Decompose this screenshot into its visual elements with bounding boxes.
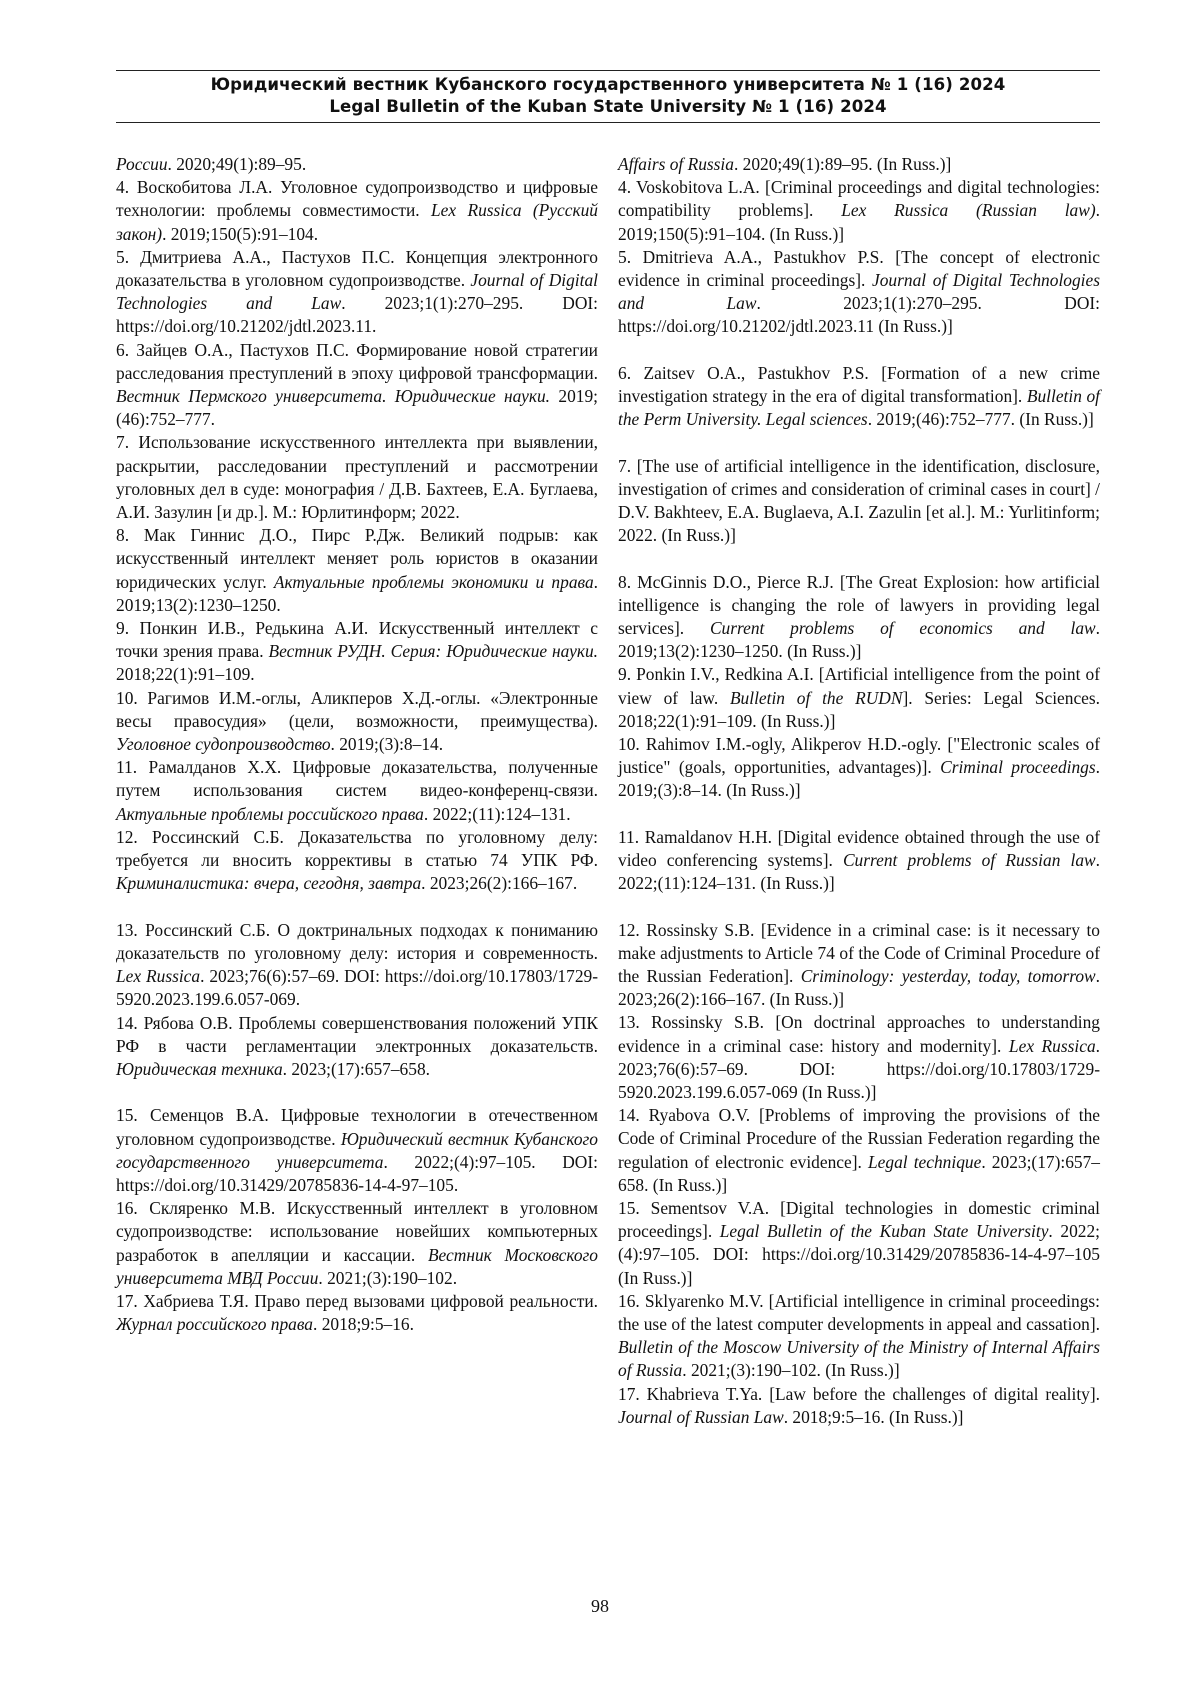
reference-ru-17: 17. Хабриева Т.Я. Право перед вызовами цифровой реальности. Журнал российского права. 2018;9:5–16. bbox=[116, 1290, 598, 1335]
reference-en-16: 16. Sklyarenko M.V. [Artificial intelligence in criminal proceedings: the use of the latest computer developments in appeal and cassation]. Bulletin of the Moscow University of the Ministry of Internal Affairs of Russia. 2021;(3):190–102. (In Russ.)] bbox=[618, 1290, 1100, 1381]
reference-en-10: 10. Rahimov I.M.-ogly, Alikperov H.D.-ogly. ["Electronic scales of justice" (goals, opportunities, advantages)]. Criminal proceedings. 2019;(3):8–14. (In Russ.)] bbox=[618, 734, 1100, 801]
reference-en-12: 12. Rossinsky S.B. [Evidence in a criminal case: is it necessary to make adjustments to Article 74 of the Code of Criminal Procedure of the Russian Federation]. Criminology: yesterday, today, tomorrow. 2023;26(2):166–167. (In Russ.)] bbox=[618, 919, 1101, 1010]
reference-en-14: 14. Ryabova O.V. [Problems of improving the provisions of the Code of Criminal Procedure of the Russian Federation regarding the regulation of electronic evidence]. Legal technique. 2023;(17):657–658. (In Russ.)] bbox=[618, 1105, 1100, 1195]
reference-en-4: 4. Voskobitova L.A. [Criminal proceedings and digital technologies: compatibility problems]. Lex Russica (Russian law). 2019;150(5):91–104. (In Russ.)] bbox=[618, 177, 1100, 244]
journal-title-ru: Юридический вестник Кубанского государственного университета № 1 (16) 2024 bbox=[210, 75, 1006, 94]
reference-ru-8: 8. Мак Гиннис Д.О., Пирс Р.Дж. Великий подрыв: как искусственный интеллект меняет роль юристов в оказании юридических услуг. Актуальные проблемы экономики и права. 2019;13(2):1230–1250. bbox=[116, 525, 598, 615]
journal-title-en: Legal Bulletin of the Kuban State University № 1 (16) 2024 bbox=[329, 97, 887, 116]
reference-en-7: 7. [The use of artificial intelligence in the identification, disclosure, investigation of crimes and consideration of criminal cases in court] / D.V. Bakhteev, E.A. Buglaeva, A.I. Zazulin [et al.]. M.: Yurlitinform; 2022. (In Russ.)] bbox=[618, 455, 1100, 546]
reference-ru-12: 12. Россинский С.Б. Доказательства по уголовному делу: требуется ли вносить коррективы в статью 74 УПК РФ. Криминалистика: вчера, сегодня, завтра. 2023;26(2):166–167. bbox=[116, 826, 598, 894]
references-russian-column bbox=[116, 153, 598, 1336]
reference-ru-4: 4. Воскобитова Л.А. Уголовное судопроизводство и цифровые технологии: проблемы совместимости. Lex Russica (Русский закон). 2019;150(5):91–104. bbox=[116, 177, 598, 244]
reference-ru-9: 9. Понкин И.В., Редькина А.И. Искусственный интеллект с точки зрения права. Вестник РУДН. Серия: Юридические науки. 2018;22(1):91–109. bbox=[116, 618, 599, 685]
reference-en-6: 6. Zaitsev O.A., Pastukhov P.S. [Formation of a new crime investigation strategy in the era of digital transformation]. Bulletin of the Perm University. Legal sciences. 2019;(46):752–777. (In Russ.)] bbox=[618, 362, 1100, 430]
reference-ru-5: 5. Дмитриева А.А., Пастухов П.С. Концепция электронного доказательства в уголовном судопроизводстве. Journal of Digital Technologies and Law. 2023;1(1):270–295. DOI: https://doi.org/10.21202/jdtl.2023.11. bbox=[116, 246, 598, 337]
reference-en-17: 17. Khabrieva T.Ya. [Law before the challenges of digital reality]. Journal of Russian Law. 2018;9:5–16. (In Russ.)] bbox=[618, 1383, 1100, 1427]
reference-en-13: 13. Rossinsky S.B. [On doctrinal approaches to understanding evidence in a criminal case: history and modernity]. Lex Russica. 2023;76(6):57–69. DOI: https://doi.org/10.17803/1729-5920.2023.199.6.057-069 (In Russ.)] bbox=[618, 1012, 1101, 1103]
reference-ru-16: 16. Скляренко М.В. Искусственный интеллект в уголовном судопроизводстве: использование новейших компьютерных разработок в апелляции и кассации. Вестник Московского университета МВД России. 2021;(3):190–102. bbox=[116, 1198, 599, 1288]
reference-en-15: 15. Sementsov V.A. [Digital technologies in domestic criminal proceedings]. Legal Bulletin of the Kuban State University. 2022;(4):97–105. DOI: https://doi.org/10.31429/20785836-14-4-97–105 (In Russ.)] bbox=[618, 1198, 1100, 1288]
reference-ru-15: 15. Семенцов В.А. Цифровые технологии в отечественном уголовном судопроизводстве. Юридический вестник Кубанского государственного университета. 2022;(4):97–105. DOI: https://doi.org/10.31429/20785836-14-4-97–105. bbox=[116, 1105, 598, 1195]
reference-en-3-cont: Affairs of Russia. 2020;49(1):89–95. (In Russ.)] bbox=[618, 154, 952, 174]
reference-en-11: 11. Ramaldanov H.H. [Digital evidence obtained through the use of video conferencing systems]. Current problems of Russian law. 2022;(11):124–131. (In Russ.)] bbox=[618, 826, 1100, 894]
reference-en-8: 8. McGinnis D.O., Pierce R.J. [The Great Explosion: how artificial intelligence is changing the role of lawyers in providing legal services]. Current problems of economics and law. 2019;13(2):1230–1250. (In Russ.)] bbox=[618, 571, 1100, 662]
reference-en-5: 5. Dmitrieva A.A., Pastukhov P.S. [The concept of electronic evidence in criminal proceedings]. Journal of Digital Technologies and Law. 2023;1(1):270–295. DOI: https://doi.org/10.21202/jdtl.2023.11 (In Russ.)] bbox=[618, 246, 1100, 337]
reference-ru-10: 10. Рагимов И.М.-оглы, Аликперов Х.Д.-оглы. «Электронные весы правосудия» (цели, возможности, преимущества). Уголовное судопроизводство. 2019;(3):8–14. bbox=[116, 687, 598, 755]
reference-ru-6: 6. Зайцев О.А., Пастухов П.С. Формирование новой стратегии расследования преступлений в эпоху цифровой трансформации. Вестник Пермского университета. Юридические науки. 2019;(46):752–777. bbox=[116, 339, 599, 430]
references-english-column bbox=[618, 153, 1100, 1429]
reference-ru-13: 13. Россинский С.Б. О доктринальных подходах к пониманию доказательств по уголовному делу: история и современность. Lex Russica. 2023;76(6):57–69. DOI: https://doi.org/10.17803/1729-5920.2023.199.6.057-069. bbox=[116, 919, 599, 1010]
page-number: 98 bbox=[591, 1596, 609, 1616]
reference-en-9: 9. Ponkin I.V., Redkina A.I. [Artificial intelligence from the point of view of law. Bulletin of the RUDN]. Series: Legal Sciences. 2018;22(1):91–109. (In Russ.)] bbox=[618, 664, 1100, 731]
running-header bbox=[116, 70, 1100, 123]
reference-ru-14: 14. Рябова О.В. Проблемы совершенствования положений УПК РФ в части регламентации электронных доказательств. Юридическая техника. 2023;(17):657–658. bbox=[116, 1012, 598, 1079]
reference-ru-7: 7. Использование искусственного интеллекта при выявлении, раскрытии, расследовании преступлений и рассмотрении уголовных дел в суде: монография / Д.В. Бахтеев, Е.А. Буглаева, А.И. Зазулин [и др.]. М.: Юрлитинформ; 2022. bbox=[116, 432, 598, 523]
reference-ru-3-cont: России. 2020;49(1):89–95. bbox=[116, 154, 307, 174]
reference-ru-11: 11. Рамалданов Х.Х. Цифровые доказательства, полученные путем использования систем видео-конференц-связи. Актуальные проблемы российского права. 2022;(11):124–131. bbox=[116, 757, 598, 824]
